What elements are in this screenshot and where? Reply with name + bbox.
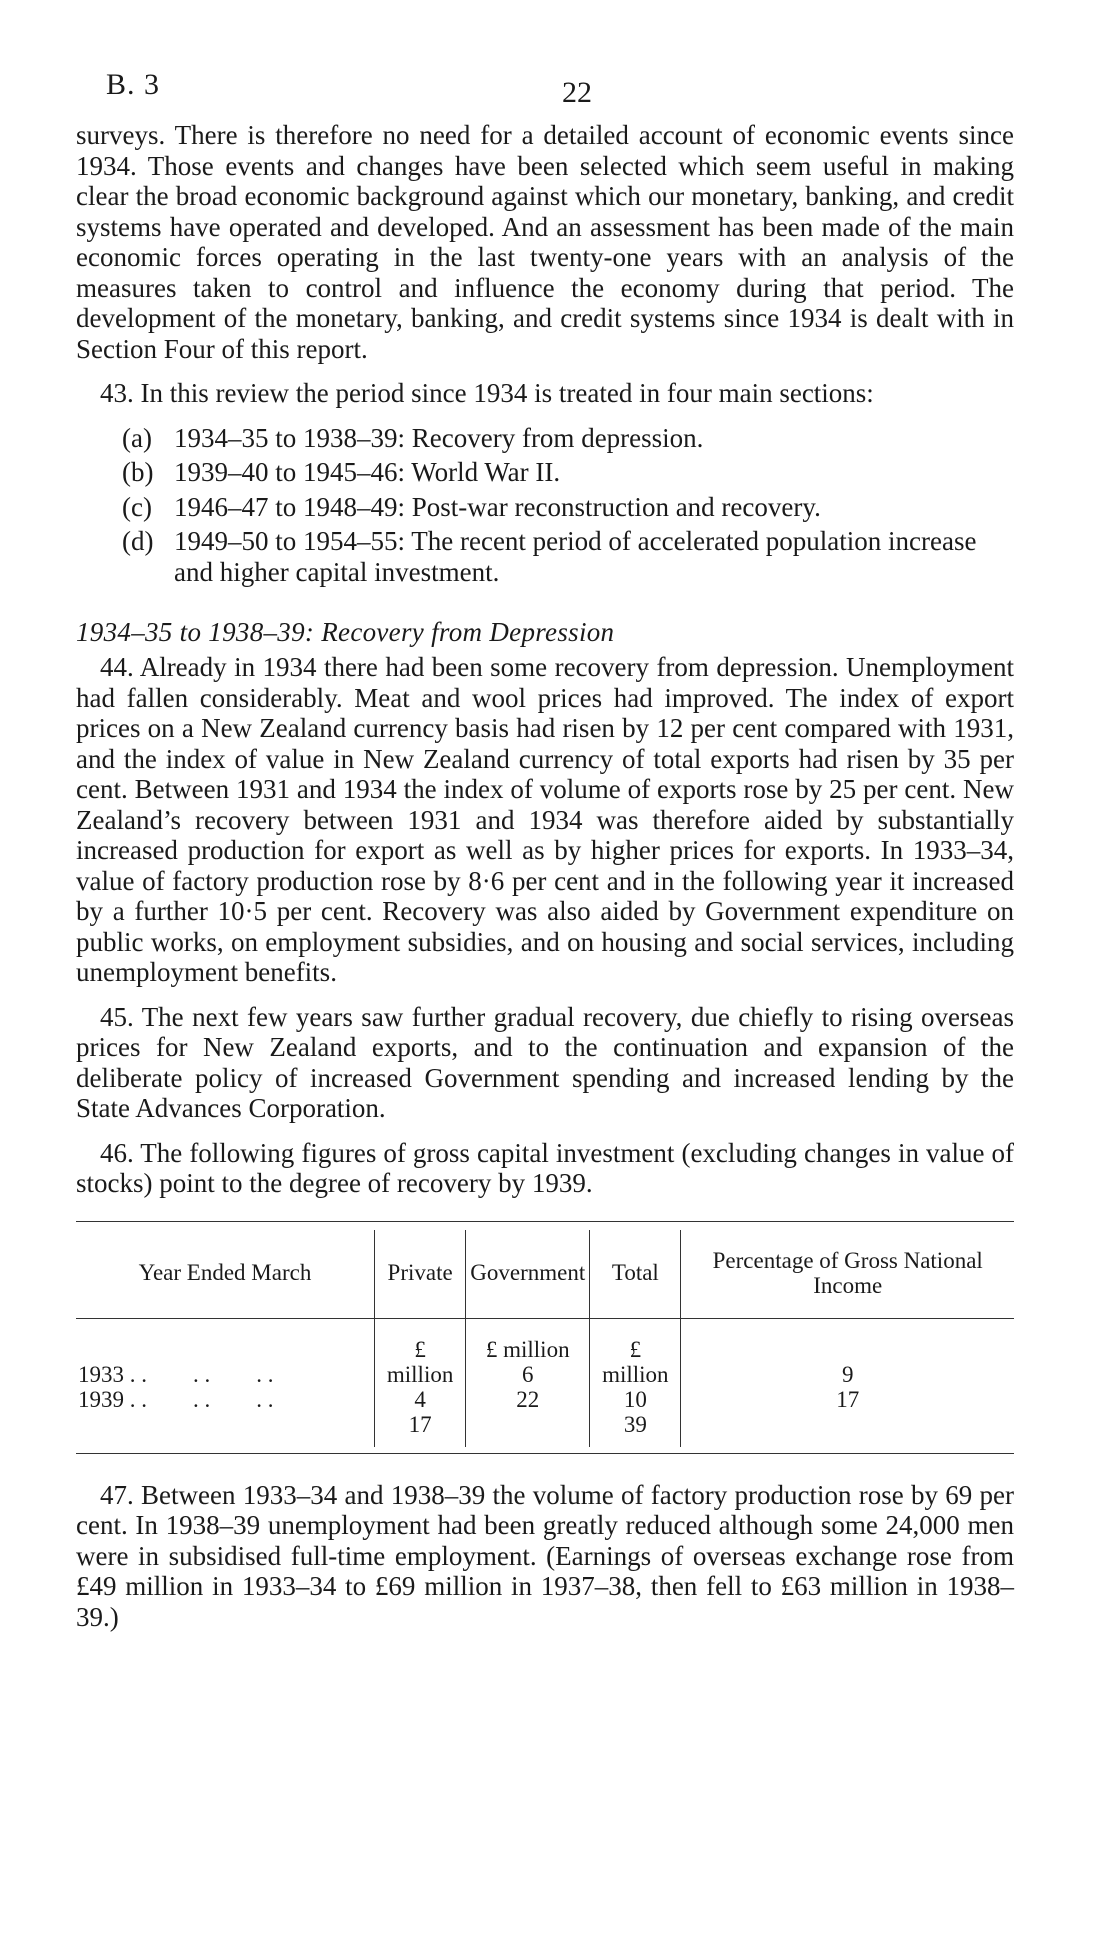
column-header-year: Year Ended March [76, 1230, 375, 1319]
period-label: (a) [122, 422, 152, 453]
paragraph-47: 47. Between 1933–34 and 1938–39 the volume of factory production rose by 69 per cent. In 1938–39 unemployment had been greatly reduced although some 24,000 men were in subsidised full-time employment. (Earnings of overseas exchange rose from £49 million in 1933–34 to £69 million in 1937–38, then fell to £63 million in 1938–39.) [76, 1479, 1014, 1632]
government-cell [466, 1318, 590, 1447]
capital-investment-table [76, 1221, 1014, 1454]
column-header-percentage: Percentage of Gross National Income [681, 1230, 1014, 1319]
section-heading: 1934–35 to 1938–39: Recovery from Depression [76, 617, 615, 647]
period-item [122, 457, 1014, 488]
percentage-value: 17 [836, 1386, 860, 1412]
government-value: 6 [521, 1361, 534, 1387]
paragraph-46: 46. The following figures of gross capital investment (excluding changes in value of stocks) point to the degree of recovery by 1939. [76, 1137, 1014, 1198]
unit-label: £ million [386, 1336, 454, 1387]
period-text: 1946–47 to 1948–49: Post-war reconstruction and recovery. [174, 491, 821, 522]
total-value: 10 [623, 1386, 647, 1412]
period-item [122, 526, 1014, 587]
period-item [122, 492, 1014, 523]
year-value: 1939 . . . . . . [78, 1386, 274, 1412]
percentage-value: 9 [841, 1361, 854, 1387]
period-label: (c) [122, 491, 152, 522]
period-text: 1939–40 to 1945–46: World War II. [174, 457, 561, 487]
total-value: 39 [623, 1411, 647, 1437]
column-header-total: Total [590, 1230, 681, 1319]
document-reference: B. 3 [106, 68, 161, 101]
unit-label: £ million [485, 1336, 570, 1362]
government-value: 22 [516, 1386, 540, 1412]
private-value: 4 [414, 1386, 426, 1412]
percentage-cell [681, 1318, 1014, 1447]
page-number: 22 [562, 76, 592, 109]
page-header [76, 0, 1014, 120]
period-item [122, 423, 1014, 454]
intro-paragraph: surveys. There is therefore no need for a detailed account of economic events since 1934. Those events and changes have been selected which seem useful in making clear the broad economic background against which our monetary, banking, and credit systems have operated and developed. And an assessment has been made of the main economic forces operating in the last twenty-one years with an analysis of the measures taken to control and influence the economy during that period. The development of the monetary, banking, and credit systems since 1934 is dealt with in Section Four of this report. [76, 120, 1014, 364]
paragraph-45: 45. The next few years saw further gradual recovery, due chiefly to rising overseas prices for New Zealand exports, and to the continuation and expansion of the deliberate policy of increased Government spending and increased lending by the State Advances Corporation. [76, 1001, 1014, 1123]
column-header-private: Private [375, 1230, 466, 1319]
unit-label: £ million [602, 1336, 669, 1387]
total-cell [590, 1318, 681, 1447]
table-header-row [76, 1230, 1014, 1319]
period-text: 1934–35 to 1938–39: Recovery from depression. [174, 422, 704, 453]
year-cell [76, 1318, 375, 1447]
private-cell [375, 1318, 466, 1447]
private-value: 17 [408, 1411, 432, 1437]
period-text: 1949–50 to 1954–55: The recent period of accelerated population increase and higher capital investment. [174, 526, 977, 587]
paragraph-44: 44. Already in 1934 there had been some recovery from depression. Unemployment had fallen considerably. Meat and wool prices had improved. The index of export prices on a New Zealand currency basis had risen by 12 per cent compared with 1931, and the index of value in New Zealand currency of total exports had risen by 35 per cent. Between 1931 and 1934 the index of volume of exports rose by 25 per cent. New Zealand’s recovery between 1931 and 1934 was therefore aided by substantially increased production for export as well as by higher prices for exports. In 1933–34, value of factory production rose by 8·6 per cent and in the following year it increased by a further 10·5 per cent. Recovery was also aided by Government expenditure on public works, on employment subsidies, and on housing and social services, including unemployment benefits. [76, 652, 1014, 987]
year-value: 1933 . . . . . . [78, 1361, 274, 1387]
paragraph-43: 43. In this review the period since 1934 is treated in four main sections: [100, 378, 874, 408]
period-label: (b) [122, 457, 154, 487]
period-list [122, 423, 1014, 588]
table-row [76, 1318, 1014, 1447]
column-header-government: Government [466, 1230, 590, 1319]
period-label: (d) [122, 526, 154, 556]
